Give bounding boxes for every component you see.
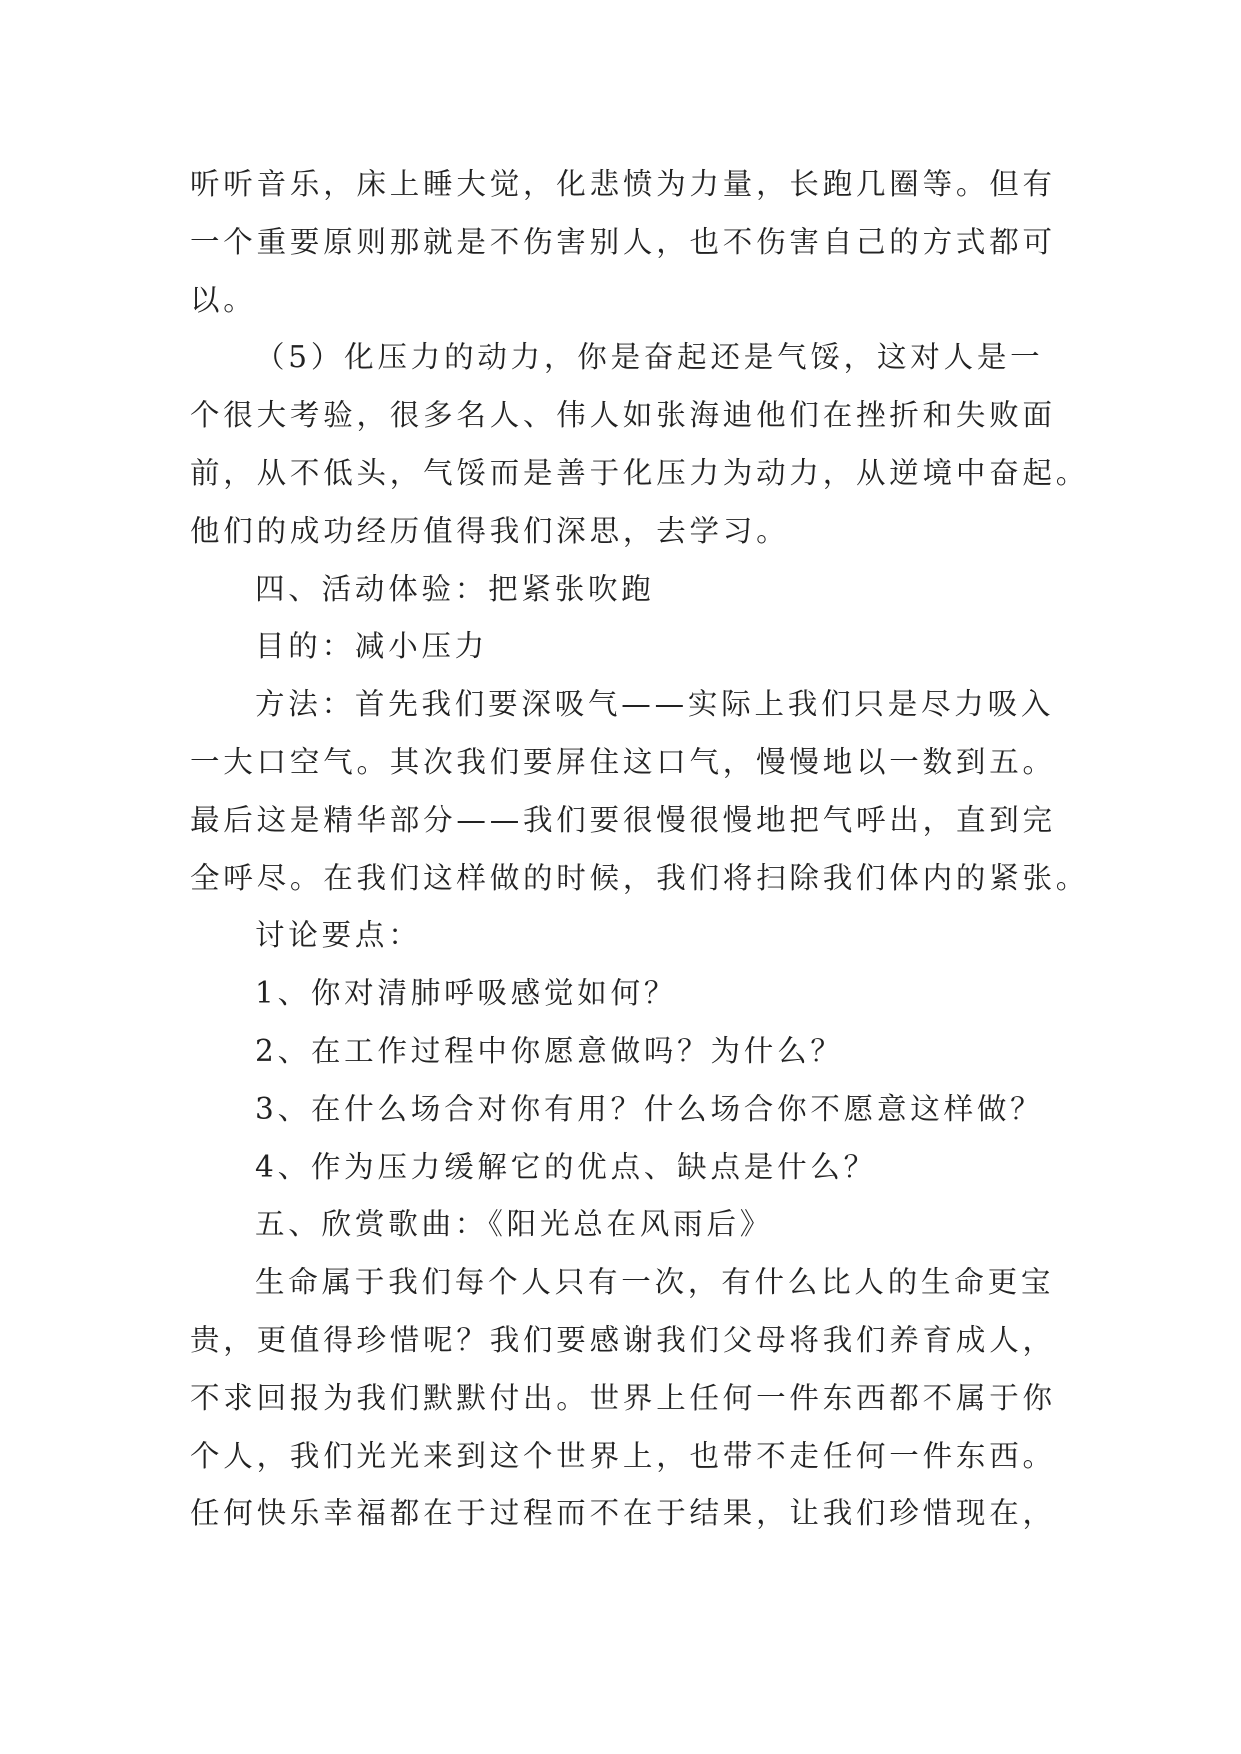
text-line: 贵，更值得珍惜呢？我们要感谢我们父母将我们养育成人， [190,1322,1056,1357]
text-line: 一大口空气。其次我们要屏住这口气，慢慢地以一数到五。 [190,744,1056,779]
text-line: 讨论要点： [255,918,422,953]
list-item: 2、在工作过程中你愿意做吗？为什么？ [255,1033,844,1068]
text-line: 一个重要原则那就是不伤害别人，也不伤害自己的方式都可 [190,224,1056,259]
text-line: 以。 [190,282,257,317]
text-line: 不求回报为我们默默付出。世界上任何一件东西都不属于你 [190,1380,1056,1415]
text-line: 生命属于我们每个人只有一次，有什么比人的生命更宝 [255,1265,1055,1300]
text-line: 前，从不低头，气馁而是善于化压力为动力，从逆境中奋起。 [190,455,1090,490]
text-line: 听听音乐，床上睡大觉，化悲愤为力量，长跑几圈等。但有 [190,167,1056,201]
section-heading: 四、活动体验：把紧张吹跑 [255,571,655,606]
text-line: 目的：减小压力 [255,629,489,664]
text-line: 个人，我们光光来到这个世界上，也带不走任何一件东西。 [190,1438,1056,1473]
list-item: 1、你对清肺呼吸感觉如何？ [255,976,678,1011]
text-line: （5）化压力的动力，你是奋起还是气馁，这对人是一 [255,340,1044,375]
body-text [190,156,1090,1543]
section-heading: 五、欣赏歌曲：《阳光总在风雨后》 [255,1207,774,1242]
text-line: 全呼尽。在我们这样做的时候，我们将扫除我们体内的紧张。 [190,860,1090,895]
text-line: 最后这是精华部分——我们要很慢很慢地把气呼出，直到完 [190,802,1056,837]
text-line: 他们的成功经历值得我们深思，去学习。 [190,513,790,548]
text-line: 方法：首先我们要深吸气——实际上我们只是尽力吸入 [255,687,1055,722]
text-line: 个很大考验，很多名人、伟人如张海迪他们在挫折和失败面 [190,398,1056,433]
list-item: 4、作为压力缓解它的优点、缺点是什么？ [255,1149,877,1184]
list-item: 3、在什么场合对你有用？什么场合你不愿意这样做？ [255,1091,1044,1126]
text-line: 任何快乐幸福都在于过程而不在于结果，让我们珍惜现在， [190,1496,1056,1531]
